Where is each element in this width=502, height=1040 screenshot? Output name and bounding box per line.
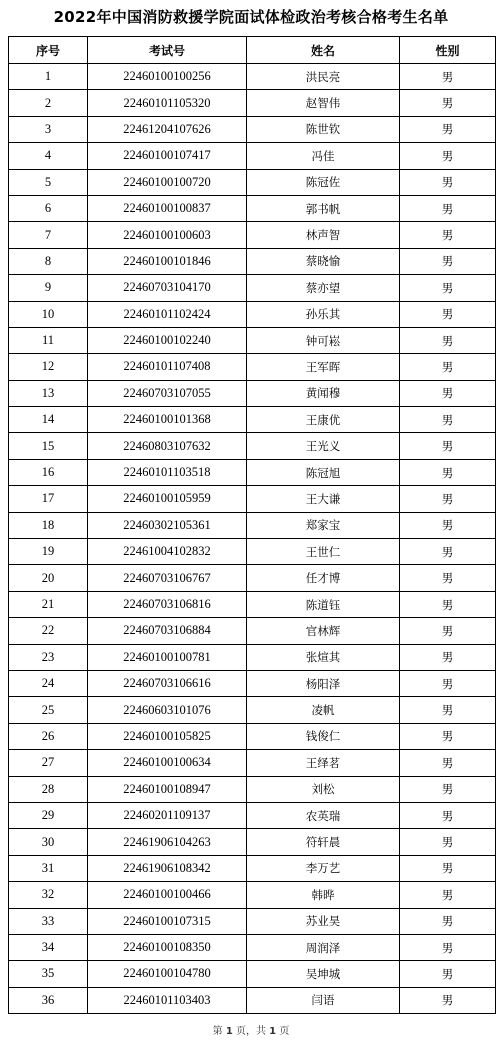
cell-exam-id: 22460603101076 [88, 697, 247, 723]
cell-seq: 12 [9, 354, 88, 380]
cell-exam-id: 22460100100781 [88, 644, 247, 670]
column-header-gender: 性别 [400, 37, 496, 64]
cell-seq: 23 [9, 644, 88, 670]
cell-exam-id: 22460100100720 [88, 169, 247, 195]
cell-name: 韩晔 [247, 882, 400, 908]
cell-gender: 男 [400, 275, 496, 301]
cell-exam-id: 22460703106816 [88, 591, 247, 617]
cell-gender: 男 [400, 697, 496, 723]
table-row [9, 644, 496, 670]
cell-gender: 男 [400, 169, 496, 195]
cell-gender: 男 [400, 301, 496, 327]
cell-seq: 29 [9, 802, 88, 828]
table-row [9, 565, 496, 591]
table-row [9, 90, 496, 116]
cell-exam-id: 22460100104780 [88, 961, 247, 987]
cell-exam-id: 22460703106767 [88, 565, 247, 591]
cell-seq: 3 [9, 116, 88, 142]
table-row [9, 882, 496, 908]
cell-name: 任才博 [247, 565, 400, 591]
table-row [9, 750, 496, 776]
cell-name: 陈冠佐 [247, 169, 400, 195]
cell-gender: 男 [400, 195, 496, 221]
cell-name: 王光义 [247, 433, 400, 459]
cell-gender: 男 [400, 829, 496, 855]
cell-gender: 男 [400, 64, 496, 90]
cell-name: 张煊其 [247, 644, 400, 670]
cell-gender: 男 [400, 961, 496, 987]
cell-exam-id: 22460100107417 [88, 143, 247, 169]
cell-exam-id: 22461204107626 [88, 116, 247, 142]
table-row [9, 64, 496, 90]
cell-name: 王世仁 [247, 539, 400, 565]
cell-seq: 25 [9, 697, 88, 723]
cell-seq: 30 [9, 829, 88, 855]
cell-seq: 17 [9, 486, 88, 512]
table-row [9, 116, 496, 142]
cell-name: 符轩晨 [247, 829, 400, 855]
table-row [9, 195, 496, 221]
cell-exam-id: 22460302105361 [88, 512, 247, 538]
cell-exam-id: 22460101102424 [88, 301, 247, 327]
cell-name: 吴坤城 [247, 961, 400, 987]
cell-gender: 男 [400, 90, 496, 116]
cell-name: 郑家宝 [247, 512, 400, 538]
footer-total-pages: 1 [269, 1026, 277, 1037]
cell-name: 蔡亦望 [247, 275, 400, 301]
candidate-table [8, 36, 496, 1014]
cell-gender: 男 [400, 539, 496, 565]
cell-exam-id: 22460100101368 [88, 407, 247, 433]
cell-seq: 13 [9, 380, 88, 406]
cell-gender: 男 [400, 486, 496, 512]
table-row [9, 855, 496, 881]
table-body [9, 64, 496, 1014]
cell-name: 洪民亮 [247, 64, 400, 90]
table-row [9, 486, 496, 512]
cell-exam-id: 22460703106884 [88, 618, 247, 644]
table-row [9, 987, 496, 1013]
table-row [9, 723, 496, 749]
table-row [9, 908, 496, 934]
table-row [9, 670, 496, 696]
cell-seq: 36 [9, 987, 88, 1013]
table-row [9, 222, 496, 248]
cell-name: 刘松 [247, 776, 400, 802]
page-title: 2022年中国消防救援学院面试体检政治考核合格考生名单 [53, 8, 449, 26]
cell-gender: 男 [400, 143, 496, 169]
cell-name: 官林辉 [247, 618, 400, 644]
cell-seq: 6 [9, 195, 88, 221]
cell-seq: 14 [9, 407, 88, 433]
cell-seq: 7 [9, 222, 88, 248]
cell-gender: 男 [400, 987, 496, 1013]
cell-exam-id: 22461906104263 [88, 829, 247, 855]
cell-exam-id: 22460703107055 [88, 380, 247, 406]
cell-gender: 男 [400, 354, 496, 380]
cell-name: 林声智 [247, 222, 400, 248]
cell-gender: 男 [400, 723, 496, 749]
cell-name: 钱俊仁 [247, 723, 400, 749]
cell-gender: 男 [400, 644, 496, 670]
cell-seq: 22 [9, 618, 88, 644]
cell-name: 王康优 [247, 407, 400, 433]
table-header-row [9, 37, 496, 64]
cell-gender: 男 [400, 433, 496, 459]
cell-gender: 男 [400, 407, 496, 433]
cell-gender: 男 [400, 670, 496, 696]
cell-seq: 4 [9, 143, 88, 169]
cell-seq: 2 [9, 90, 88, 116]
cell-exam-id: 22460201109137 [88, 802, 247, 828]
cell-exam-id: 22460100101846 [88, 248, 247, 274]
cell-gender: 男 [400, 908, 496, 934]
table-row [9, 961, 496, 987]
cell-gender: 男 [400, 248, 496, 274]
cell-exam-id: 22460100108947 [88, 776, 247, 802]
cell-seq: 21 [9, 591, 88, 617]
cell-seq: 34 [9, 934, 88, 960]
cell-name: 周润泽 [247, 934, 400, 960]
table-row [9, 829, 496, 855]
cell-exam-id: 22460100100603 [88, 222, 247, 248]
table-row [9, 275, 496, 301]
cell-seq: 26 [9, 723, 88, 749]
cell-exam-id: 22460703104170 [88, 275, 247, 301]
cell-gender: 男 [400, 591, 496, 617]
table-row [9, 934, 496, 960]
cell-exam-id: 22460101105320 [88, 90, 247, 116]
cell-exam-id: 22460100100466 [88, 882, 247, 908]
cell-seq: 9 [9, 275, 88, 301]
cell-name: 陈道钰 [247, 591, 400, 617]
cell-name: 孙乐其 [247, 301, 400, 327]
column-header-exam-id: 考试号 [88, 37, 247, 64]
cell-seq: 28 [9, 776, 88, 802]
cell-gender: 男 [400, 459, 496, 485]
table-row [9, 697, 496, 723]
cell-name: 杨阳泽 [247, 670, 400, 696]
table-row [9, 512, 496, 538]
cell-exam-id: 22460100102240 [88, 327, 247, 353]
cell-name: 蔡晓愉 [247, 248, 400, 274]
cell-exam-id: 22460101103403 [88, 987, 247, 1013]
cell-name: 苏业昊 [247, 908, 400, 934]
column-header-seq: 序号 [9, 37, 88, 64]
table-row [9, 618, 496, 644]
cell-name: 陈世钦 [247, 116, 400, 142]
cell-seq: 35 [9, 961, 88, 987]
cell-name: 王军晖 [247, 354, 400, 380]
table-row [9, 776, 496, 802]
cell-seq: 5 [9, 169, 88, 195]
cell-seq: 24 [9, 670, 88, 696]
cell-seq: 20 [9, 565, 88, 591]
cell-exam-id: 22460100108350 [88, 934, 247, 960]
cell-exam-id: 22460100100837 [88, 195, 247, 221]
cell-gender: 男 [400, 222, 496, 248]
cell-name: 郭书帆 [247, 195, 400, 221]
cell-gender: 男 [400, 882, 496, 908]
table-row [9, 459, 496, 485]
table-row [9, 539, 496, 565]
footer-middle: 页，共 [232, 1026, 270, 1037]
cell-name: 王绎茗 [247, 750, 400, 776]
cell-name: 陈冠旭 [247, 459, 400, 485]
table-row [9, 433, 496, 459]
cell-name: 赵智伟 [247, 90, 400, 116]
table-row [9, 380, 496, 406]
cell-name: 凌帆 [247, 697, 400, 723]
cell-exam-id: 22461906108342 [88, 855, 247, 881]
table-row [9, 591, 496, 617]
table-row [9, 802, 496, 828]
cell-exam-id: 22461004102832 [88, 539, 247, 565]
cell-exam-id: 22460100100634 [88, 750, 247, 776]
cell-exam-id: 22460100107315 [88, 908, 247, 934]
cell-exam-id: 22460101103518 [88, 459, 247, 485]
cell-seq: 27 [9, 750, 88, 776]
cell-seq: 10 [9, 301, 88, 327]
cell-gender: 男 [400, 776, 496, 802]
column-header-name: 姓名 [247, 37, 400, 64]
cell-name: 李万艺 [247, 855, 400, 881]
cell-name: 闫语 [247, 987, 400, 1013]
cell-seq: 15 [9, 433, 88, 459]
table-row [9, 327, 496, 353]
cell-name: 黄闻穆 [247, 380, 400, 406]
cell-seq: 1 [9, 64, 88, 90]
cell-exam-id: 22460703106616 [88, 670, 247, 696]
cell-exam-id: 22460100100256 [88, 64, 247, 90]
footer-suffix: 页 [276, 1026, 290, 1037]
cell-seq: 8 [9, 248, 88, 274]
table-row [9, 169, 496, 195]
cell-gender: 男 [400, 327, 496, 353]
cell-gender: 男 [400, 934, 496, 960]
cell-seq: 33 [9, 908, 88, 934]
cell-gender: 男 [400, 380, 496, 406]
cell-exam-id: 22460101107408 [88, 354, 247, 380]
table-row [9, 301, 496, 327]
cell-seq: 32 [9, 882, 88, 908]
cell-name: 农英瑞 [247, 802, 400, 828]
cell-gender: 男 [400, 802, 496, 828]
cell-name: 冯佳 [247, 143, 400, 169]
footer-prefix: 第 [212, 1026, 226, 1037]
cell-gender: 男 [400, 750, 496, 776]
cell-name: 王大谦 [247, 486, 400, 512]
cell-seq: 18 [9, 512, 88, 538]
page-footer [0, 1022, 502, 1037]
cell-gender: 男 [400, 855, 496, 881]
cell-gender: 男 [400, 565, 496, 591]
table-row [9, 354, 496, 380]
cell-gender: 男 [400, 512, 496, 538]
cell-exam-id: 22460100105959 [88, 486, 247, 512]
cell-exam-id: 22460100105825 [88, 723, 247, 749]
table-row [9, 407, 496, 433]
cell-seq: 31 [9, 855, 88, 881]
table-row [9, 248, 496, 274]
cell-seq: 11 [9, 327, 88, 353]
table-row [9, 143, 496, 169]
cell-seq: 19 [9, 539, 88, 565]
footer-page-number: 1 [225, 1026, 233, 1037]
cell-exam-id: 22460803107632 [88, 433, 247, 459]
cell-name: 钟可崧 [247, 327, 400, 353]
cell-gender: 男 [400, 618, 496, 644]
cell-gender: 男 [400, 116, 496, 142]
cell-seq: 16 [9, 459, 88, 485]
